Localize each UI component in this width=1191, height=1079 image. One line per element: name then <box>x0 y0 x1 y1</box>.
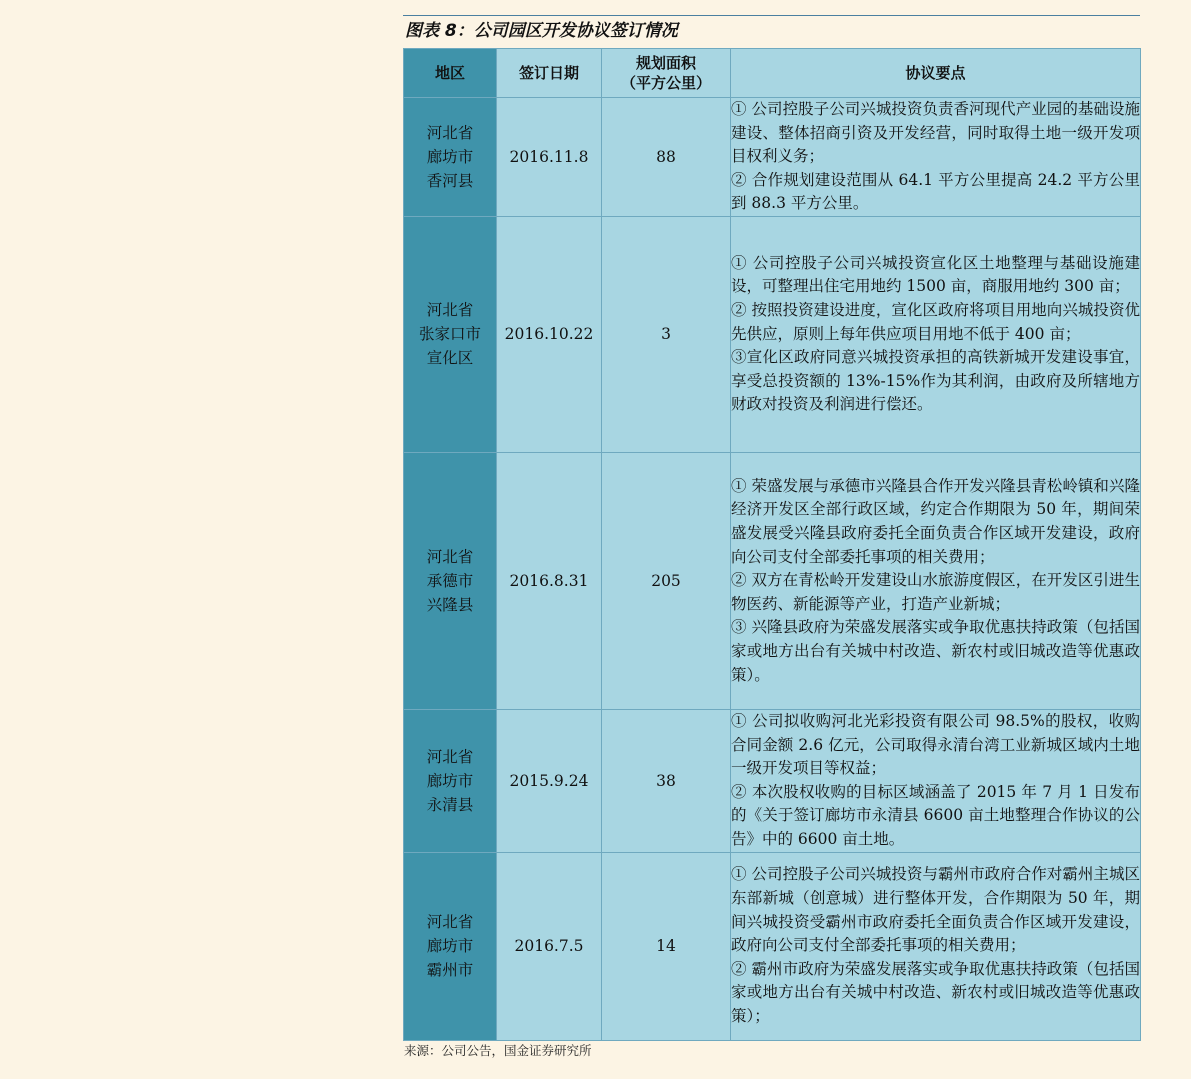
table-row <box>404 709 1141 852</box>
region-cell <box>404 709 497 852</box>
points-cell <box>731 98 1141 217</box>
area-cell: 205 <box>602 452 731 709</box>
agreement-table <box>403 48 1141 1041</box>
agreement-point: ③宣化区政府同意兴城投资承担的高铁新城开发建设事宜，享受总投资额的 13%-15%作为其利润，由政府及所辖地方财政对投资及利润进行偿还。 <box>731 348 1140 414</box>
header-area <box>602 49 731 98</box>
region-cell <box>404 852 497 1040</box>
region-city: 廊坊市 <box>426 937 474 956</box>
region-county: 永清县 <box>426 795 474 814</box>
agreement-point: ① 公司控股子公司兴城投资与霸州市政府合作对霸州主城区东部新城（创意城）进行整体开发，合作期限为 50 年，期间兴城投资受霸州市政府委托全面负责合作区域开发建设，政府向公司支付全部委托事项的相关费用； <box>731 865 1140 955</box>
region-city: 承德市 <box>426 571 474 590</box>
region-county: 宣化区 <box>426 349 474 368</box>
date-cell: 2016.8.31 <box>497 452 602 709</box>
date-cell: 2016.7.5 <box>497 852 602 1040</box>
table-caption: 图表 8：公司园区开发协议签订情况 <box>405 21 678 41</box>
header-region: 地区 <box>404 49 497 98</box>
header-area-line1: 规划面积 <box>635 54 696 72</box>
agreement-point: ② 本次股权收购的目标区域涵盖了 2015 年 7 月 1 日发布的《关于签订廊坊市永清县 6600 亩土地整理合作协议的公告》中的 6600 亩土地。 <box>731 782 1140 848</box>
region-province: 河北省 <box>426 123 474 142</box>
date-cell: 2015.9.24 <box>497 709 602 852</box>
region-county: 霸州市 <box>426 961 474 980</box>
table-header-row <box>404 49 1141 98</box>
agreement-point: ① 公司控股子公司兴城投资宣化区土地整理与基础设施建设，可整理出住宅用地约 1500 亩，商服用地约 300 亩； <box>731 253 1140 296</box>
points-cell <box>731 452 1141 709</box>
area-cell: 3 <box>602 216 731 452</box>
top-divider <box>403 15 1140 16</box>
header-date: 签订日期 <box>497 49 602 98</box>
agreement-point: ② 按照投资建设进度，宣化区政府将项目用地向兴城投资优先供应，原则上每年供应项目用地不低于 400 亩； <box>731 301 1140 343</box>
region-cell <box>404 98 497 217</box>
area-cell: 38 <box>602 709 731 852</box>
table-row <box>404 452 1141 709</box>
agreement-point: ③ 兴隆县政府为荣盛发展落实或争取优惠扶持政策（包括国家或地方出台有关城中村改造、新农村或旧城改造等优惠政策）。 <box>731 618 1140 684</box>
header-area-line2: （平方公里） <box>620 74 711 92</box>
region-province: 河北省 <box>426 301 474 320</box>
region-province: 河北省 <box>426 547 474 566</box>
area-cell: 14 <box>602 852 731 1040</box>
region-city: 廊坊市 <box>426 771 474 790</box>
agreement-point: ② 霸州市政府为荣盛发展落实或争取优惠扶持政策（包括国家或地方出台有关城中村改造、新农村或旧城改造等优惠政策）； <box>731 959 1140 1026</box>
agreement-point: ① 公司拟收购河北光彩投资有限公司 98.5%的股权，收购合同金额 2.6 亿元，公司取得永清台湾工业新城区域内土地一级开发项目等权益； <box>731 711 1140 778</box>
region-province: 河北省 <box>426 913 474 932</box>
region-county: 香河县 <box>426 171 474 190</box>
region-city: 张家口市 <box>418 325 481 344</box>
header-points: 协议要点 <box>731 49 1141 98</box>
date-cell: 2016.11.8 <box>497 98 602 217</box>
region-county: 兴隆县 <box>426 595 474 614</box>
area-cell: 88 <box>602 98 731 217</box>
region-province: 河北省 <box>426 747 474 766</box>
region-city: 廊坊市 <box>426 147 474 166</box>
date-cell: 2016.10.22 <box>497 216 602 452</box>
agreement-point: ① 荣盛发展与承德市兴隆县合作开发兴隆县青松岭镇和兴隆经济开发区全部行政区域，约定合作期限为 50 年，期间荣盛发展受兴隆县政府委托全面负责合作区域开发建设，政府向公司支付全部委托事项的相关费用； <box>731 476 1140 566</box>
points-cell <box>731 709 1141 852</box>
region-cell <box>404 216 497 452</box>
agreement-point: ① 公司控股子公司兴城投资负责香河现代产业园的基础设施建设、整体招商引资及开发经营，同时取得土地一级开发项目权利义务； <box>731 100 1140 166</box>
source-note: 来源：公司公告，国金证券研究所 <box>404 1043 592 1058</box>
region-cell <box>404 452 497 709</box>
agreement-point: ② 合作规划建设范围从 64.1 平方公里提高 24.2 平方公里到 88.3 平方公里。 <box>731 170 1140 213</box>
table-row <box>404 216 1141 452</box>
points-cell <box>731 216 1141 452</box>
table-row <box>404 852 1141 1040</box>
points-cell <box>731 852 1141 1040</box>
table-row <box>404 98 1141 217</box>
agreement-point: ② 双方在青松岭开发建设山水旅游度假区，在开发区引进生物医药、新能源等产业，打造产业新城； <box>731 571 1140 613</box>
